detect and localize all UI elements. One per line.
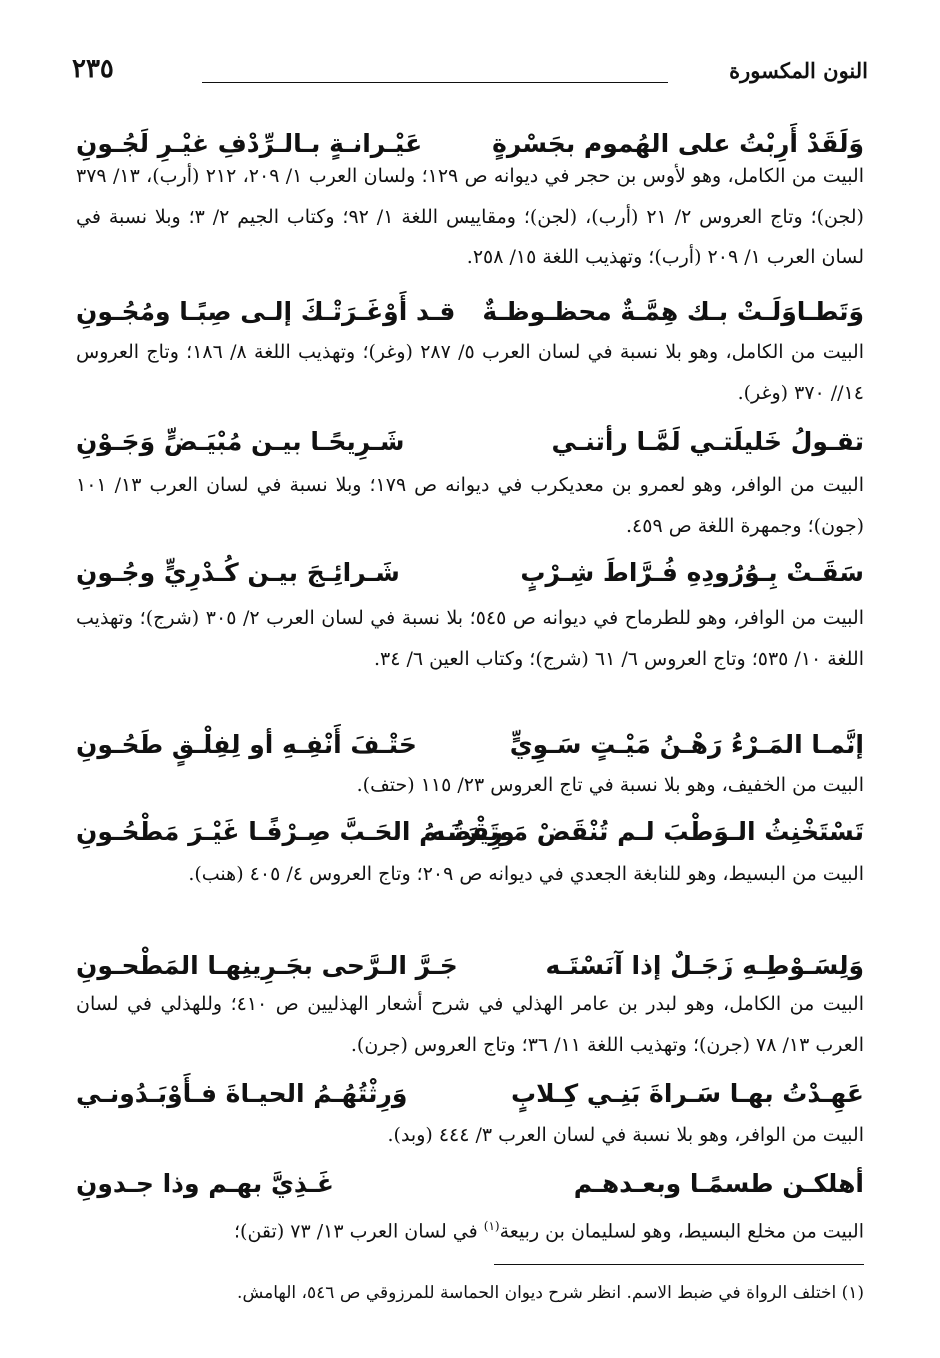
footnote: (١) اختلف الرواة في ضبط الاسم. انظر شرح ديوان الحماسة للمرزوقي ص ٥٤٦، الهامش. [237, 1283, 864, 1303]
citation-note: البيت من البسيط، وهو للنابغة الجعدي في ديوانه ص ٢٠٩؛ وتاج العروس ٤/ ٤٠٥ (هنب). [188, 863, 864, 885]
verse-hemistich-first: وَلِسَـوْطِـهِ زَجَـلٌ إذا آنَسْتَـه [545, 951, 864, 980]
verse-line [76, 547, 864, 599]
verse-hemistich-second: شَـرائِـجَ بيـن كُـدْرِيٍّ وجُـونِ [76, 558, 400, 587]
header-rule [202, 82, 668, 83]
citation-note: البيت من الكامل، وهو لأوس بن حجر في ديوانه ص ١٢٩؛ ولسان العرب ١/ ٢٠٩، ٢١٢ (أرب)، ١٣/ ٣٧٩ (لجن)؛ وتاج العروس ٢/ ٢١ (أرب)، (لجن)؛ ومقاييس اللغة ١/ ٩٢؛ وكتاب الجيم ٢/ ٣؛ وبلا نسبة في لسان العرب ١/ ٢٠٩ (أرب)؛ وتهذيب اللغة ١٥/ ٢٥٨. [76, 165, 864, 268]
citation-note [76, 1206, 864, 1252]
verse-hemistich-first: أهلكـن طسمًـا وبعـدهـم [573, 1169, 864, 1198]
verse-hemistich-second: وتَقْضَـمُ الحَـبَّ صِـرْفًـا غَيْـرَ مَطْحُـونِ [76, 817, 515, 846]
verse-line [76, 719, 864, 771]
verse-hemistich-first: عَهِـدْتُ بهـا سَـراةَ بَنِـي كِـلابٍ [511, 1079, 864, 1108]
verse-line [76, 286, 864, 338]
verse-hemistich-first: تَسْتَخْنِثُ الـوَطْبَ لـم تُنْقَضْ مَـرِيرَتُـه [430, 817, 864, 846]
verse-hemistich-first: إنَّمـا المَـرْءُ رَهْـنُ مَيْـتٍ سَـوِيٍّ [509, 730, 864, 759]
verse-line [76, 416, 864, 468]
citation-text: البيت من مخلع البسيط، وهو لسليمان بن ربيعة [499, 1220, 864, 1243]
page-number: ٢٣٥ [72, 54, 114, 84]
verse-hemistich-second: جَـرَّ الـرَّحى بجَـرِينِهـا المَطْحـونِ [76, 951, 458, 980]
verse-hemistich-first: وَلَقَدْ أَرِبْتُ على الهُموم بجَسْرةٍ [492, 129, 864, 158]
citation-note: البيت من الوافر، وهو بلا نسبة في لسان العرب ٣/ ٤٤٤ (وبد). [387, 1124, 864, 1146]
citation-note: البيت من الوافر، وهو لعمرو بن معديكرب في ديوانه ص ١٧٩؛ وبلا نسبة في لسان العرب ١٣/ ١٠١ (جون)؛ وجمهرة اللغة ص ٤٥٩. [76, 474, 864, 537]
verse-line [76, 1068, 864, 1120]
verse-hemistich-second: قـد أَوْغَـرَتْـكَ إلـى صِبًـا ومُجُـونِ [76, 297, 456, 326]
verse-hemistich-first: سَقَـتْ بِـوُرُودِهِ فُـرَّاطَ شِـرْبٍ [520, 558, 864, 587]
citation-note: البيت من الكامل، وهو بلا نسبة في لسان العرب ٥/ ٢٨٧ (وغر)؛ وتهذيب اللغة ٨/ ١٨٦؛ وتاج العروس ١٤// ٣٧٠ (وغر). [76, 341, 864, 404]
verse-hemistich-second: وَرِثْتُهُـمُ الحيـاةَ فـأَوْبَـدُونـي [76, 1079, 408, 1108]
chapter-title: النون المكسورة [729, 58, 868, 83]
footnote-marker[interactable]: (١) [483, 1219, 500, 1233]
citation-text: في لسان العرب ١٣/ ٧٣ (تقن)؛ [234, 1220, 484, 1243]
footnote-separator [494, 1264, 864, 1265]
citation-note: البيت من الخفيف، وهو بلا نسبة في تاج العروس ٢٣/ ١١٥ (حتف). [356, 774, 864, 796]
verse-hemistich-second: غَـذِيَّ بهـم وذا جـدونِ [76, 1169, 334, 1198]
citation-note: البيت من الكامل، وهو لبدر بن عامر الهذلي في شرح أشعار الهذليين ص ٤١٠؛ وللهذلي في لسان العرب ١٣/ ٧٨ (جرن)؛ وتهذيب اللغة ١١/ ٣٦؛ وتاج العروس (جرن). [76, 993, 864, 1056]
verse-hemistich-first: تقـولُ خَليلَتـي لَمَّـا رأتنـي [551, 427, 864, 456]
verse-hemistich-second: عَيْـرانـةٍ بـالـرِّدْفِ غيْـرِ لَجُـونِ [76, 129, 423, 158]
verse-line [76, 806, 864, 858]
verse-line [76, 1158, 864, 1210]
verse-hemistich-second: حَتْـفَ أَنْفِـهِ أو لِفِلْـقٍ طَحُـونِ [76, 730, 417, 759]
citation-note: البيت من الوافر، وهو للطرماح في ديوانه ص ٥٤٥؛ بلا نسبة في لسان العرب ٢/ ٣٠٥ (شرج)؛ وتهذيب اللغة ١٠/ ٥٣٥؛ وتاج العروس ٦/ ٦١ (شرج)؛ وكتاب العين ٦/ ٣٤. [76, 607, 864, 670]
verse-hemistich-second: شَـرِيحًـا بيـن مُبْيَـضٍّ وَجَـوْنِ [76, 427, 405, 456]
verse-hemistich-first: وَتَطـاوَلَـتْ بـك هِمَّـةٌ محظـوظـةٌ [482, 297, 864, 326]
running-header [72, 52, 868, 92]
